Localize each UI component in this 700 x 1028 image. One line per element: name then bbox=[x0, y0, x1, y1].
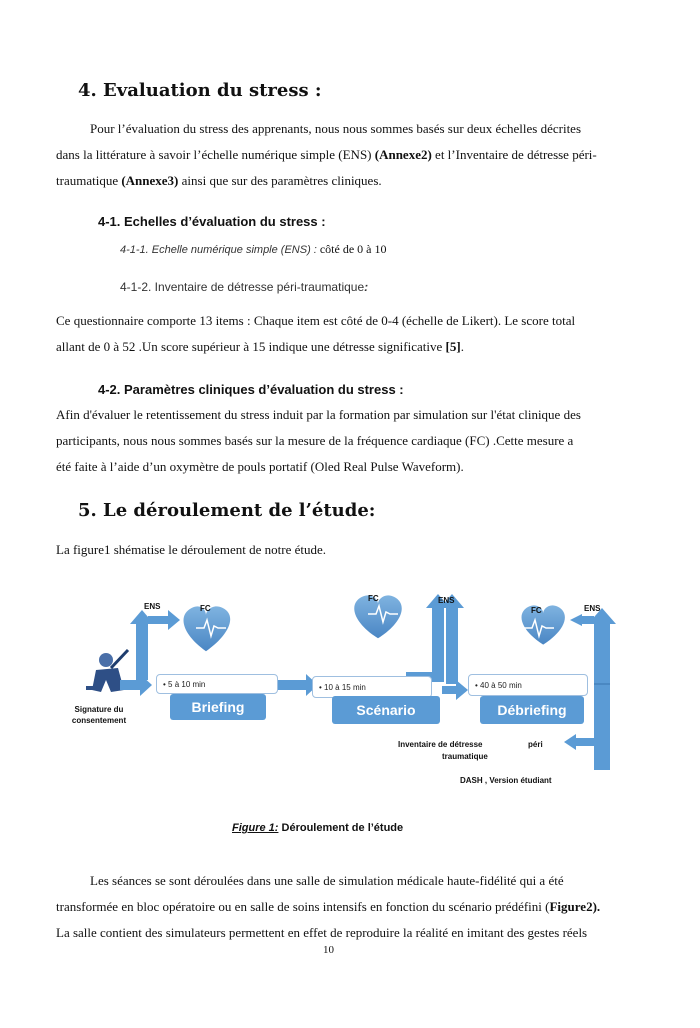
figure-caption: Figure 1: Déroulement de l’étude bbox=[232, 822, 404, 834]
figure2-ref: Figure2 bbox=[549, 899, 593, 914]
label-fc-2: FC bbox=[368, 594, 379, 603]
heart-icon-1 bbox=[184, 606, 231, 651]
scenario-duration: • 10 à 15 min bbox=[312, 676, 432, 698]
debriefing-box: Débriefing bbox=[480, 696, 584, 724]
inventaire-label-b: péri bbox=[528, 740, 543, 749]
section-4-2-title: 4-2. Paramètres cliniques d’évaluation du stress : bbox=[98, 382, 404, 397]
ens-arrow-2 bbox=[406, 594, 464, 684]
figure-label: Figure 1: bbox=[232, 822, 279, 834]
section-4-2-paragraph: Afin d'évaluer le retentissement du stress induit par la formation par simulation sur l'état clinique des participants, nous nous sommes basés sur la mesure de la fréquence cardiaque (FC) .Cette mesure a été faite à l’aide d’un oxymètre de pouls portatif (Oled Real Pulse Waveform). bbox=[56, 407, 581, 474]
label-fc-3: FC bbox=[531, 606, 542, 615]
inventaire-label-c: traumatique bbox=[442, 752, 488, 761]
intro-line-2: dans la littérature à savoir l’échelle numérique simple (ENS) (Annexe2) et l’Inventaire de détresse péri- bbox=[56, 147, 597, 162]
page-number: 10 bbox=[323, 944, 334, 956]
study-flow-diagram bbox=[56, 590, 646, 800]
section-5-title: 5. Le déroulement de l’étude: bbox=[78, 500, 376, 521]
intro-line-1: Pour l’évaluation du stress des apprenants, nous nous sommes basés sur deux échelles décrites bbox=[90, 121, 582, 136]
inventaire-label-a: Inventaire de détresse bbox=[398, 740, 483, 749]
item-4-1-2: 4-1-2. Inventaire de détresse péri-traumatique: bbox=[120, 280, 369, 294]
section-4-1-title: 4-1. Echelles d’évaluation du stress : bbox=[98, 214, 326, 229]
dash-label: DASH , Version étudiant bbox=[460, 776, 552, 785]
intro-line-3: traumatique (Annexe3) ainsi que sur des paramètres cliniques. bbox=[56, 173, 382, 188]
ref-5: [5] bbox=[445, 339, 461, 354]
signature-label: Signature du consentement bbox=[71, 705, 127, 725]
label-ens-3: ENS bbox=[584, 604, 601, 613]
ens-arrow-1 bbox=[130, 610, 180, 680]
section-4-intro bbox=[56, 116, 632, 194]
label-ens-2: ENS bbox=[438, 596, 455, 605]
label-fc-1: FC bbox=[200, 604, 211, 613]
closing-paragraph: Les séances se sont déroulées dans une salle de simulation médicale haute-fidélité qui a été transformée en bloc opératoire ou en salle de soins intensifs en fonction du scénario prédéfini (Figure2). La salle contient des simulateurs permettent en effet de reproduire la réalité en imitant des gestes réels bbox=[56, 873, 601, 940]
debriefing-duration: • 40 à 50 min bbox=[468, 674, 588, 696]
heart-icon-3 bbox=[522, 605, 565, 644]
scenario-box: Scénario bbox=[332, 696, 440, 724]
briefing-box: Briefing bbox=[170, 694, 266, 720]
label-ens-1: ENS bbox=[144, 602, 161, 611]
item-4-1-1: 4-1-1. Echelle numérique simple (ENS) : côté de 0 à 10 bbox=[120, 242, 387, 256]
section-4-1-paragraph: Ce questionnaire comporte 13 items : Chaque item est côté de 0-4 (échelle de Likert). Le score total allant de 0 à 52 .Un score supérieur à 15 indique une détresse significative [5]. bbox=[56, 313, 576, 354]
annexe2-ref: (Annexe2) bbox=[374, 147, 432, 162]
section-5-intro: La figure1 shématise le déroulement de notre étude. bbox=[56, 542, 327, 557]
briefing-duration: • 5 à 10 min bbox=[156, 674, 278, 694]
annexe3-ref: (Annexe3) bbox=[121, 173, 179, 188]
section-4-title: 4. Evaluation du stress : bbox=[78, 80, 322, 101]
